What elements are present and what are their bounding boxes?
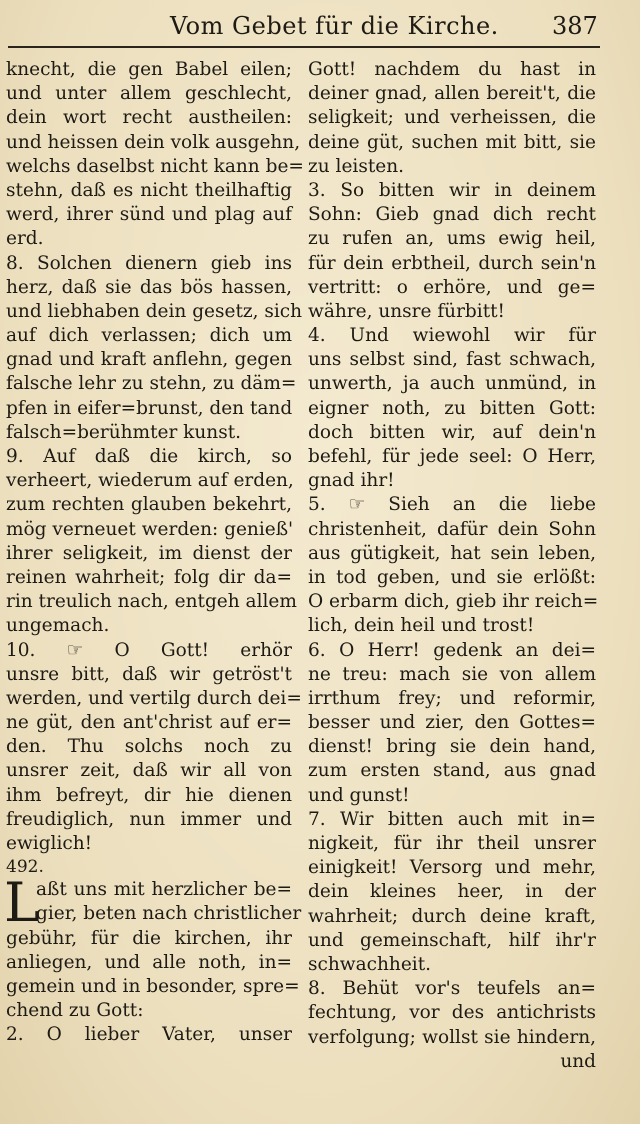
page-number: 387 <box>552 12 598 40</box>
text-line: chend zu Gott: <box>6 1000 144 1022</box>
text-line: und gunst! <box>308 784 410 806</box>
catchword: und <box>560 1050 596 1072</box>
text-line: und liebhaben dein gesetz, sich <box>6 300 303 322</box>
text-line: werden, und vertilg durch dei= <box>6 687 302 709</box>
text-line: in tod geben, und sie erlößt: <box>308 566 596 588</box>
text-line: nigkeit, für ihr theil unsrer <box>308 833 596 854</box>
text-line: den. Thu solchs noch zu <box>6 736 292 758</box>
verse-start-line: 5. ☞ Sieh an die liebe <box>308 494 596 516</box>
text-line: währe, unsre fürbitt! <box>308 300 505 322</box>
text-line: seligkeit; und verheissen, die <box>308 107 596 129</box>
verse-start-line: 6. O Herr! gedenk an dei= <box>308 639 596 661</box>
text-line: doch bitten wir, auf dein'n <box>308 421 596 443</box>
text-line: Sohn: Gieb gnad dich recht <box>308 204 596 226</box>
text-line: verfolgung; wollst sie hindern, <box>308 1026 596 1048</box>
verse-start-line: 3. So bitten wir in deinem <box>308 179 596 201</box>
text-line: für dein erbtheil, durch sein'n <box>308 252 596 274</box>
text-line: werd, ihrer sünd und plag auf <box>6 204 292 226</box>
page-header <box>0 0 640 48</box>
text-line: eigner noth, zu bitten Gott: <box>308 397 596 419</box>
text-line: herz, daß sie das bös hassen, <box>6 276 292 298</box>
verse-start-line: 10. ☞ O Gott! erhör <box>6 639 292 661</box>
left-column <box>4 58 304 1048</box>
text-line: dienst! bring sie dein hand, <box>308 736 596 758</box>
text-line: wahrheit; durch deine kraft, <box>308 905 596 927</box>
running-title: Vom Gebet für die Kirche. <box>170 12 499 40</box>
text-line: reinen wahrheit; folg dir da= <box>6 566 292 588</box>
verse-start-line: 8. Solchen dienern gieb ins <box>6 252 292 274</box>
text-line: und unter allem geschlecht, <box>6 83 292 105</box>
verse-start-line: 4. Und wiewohl wir für <box>308 325 596 347</box>
text-line: O erbarm dich, gieb ihr reich= <box>308 591 599 613</box>
verse-start-line: 9. Auf daß die kirch, so <box>6 446 292 467</box>
text-line: knecht, die gen Babel eilen; <box>6 59 292 80</box>
header-rule <box>8 46 600 48</box>
text-line: falsche lehr zu stehn, zu däm= <box>6 373 297 395</box>
hymn-number: 492. <box>6 857 44 878</box>
text-line: ne güt, den ant'christ auf er= <box>6 712 292 734</box>
text-line: zu rufen an, ums ewig heil, <box>308 228 596 250</box>
text-line: anliegen, und alle noth, in= <box>6 951 292 973</box>
text-line: ne treu: mach sie von allem <box>308 663 596 685</box>
text-line: besser und zier, den Gottes= <box>308 712 596 734</box>
text-line: stehn, daß es nicht theilhaftig <box>6 179 292 201</box>
text-line: und heissen dein volk ausgehn, <box>6 131 301 153</box>
text-line: befehl, für jede seel: O Herr, <box>308 446 596 467</box>
text-line: zum ersten stand, aus gnad <box>308 760 596 782</box>
text-line: pfen in eifer=brunst, den tand <box>6 397 293 419</box>
text-line: ungemach. <box>6 615 110 637</box>
text-line: zu leisten. <box>308 155 404 177</box>
text-line: unwerth, ja auch unmünd, in <box>308 373 596 395</box>
verse-start-line: 2. O lieber Vater, unser <box>6 1024 292 1046</box>
text-line: irrthum frey; und reformir, <box>308 687 596 709</box>
text-line: verheert, wiederum auf erden, <box>6 470 294 492</box>
text-line: dein wort recht austheilen: <box>6 107 292 129</box>
text-line: gnad und kraft anflehn, gegen <box>6 349 292 371</box>
text-line: auf dich verlassen; dich um <box>6 325 292 347</box>
text-line: welchs daselbst nicht kann be= <box>6 155 304 177</box>
text-line: deiner gnad, allen bereit't, die <box>308 83 596 105</box>
text-line: ewiglich! <box>6 833 93 854</box>
drop-cap: L <box>4 871 40 935</box>
hymn-line-text: aßt uns mit herzlicher be= <box>36 879 292 901</box>
text-line: rin treulich nach, entgeh allem <box>6 591 297 613</box>
text-line: gier, beten nach christlicher <box>36 903 302 925</box>
text-line: gemein und in besonder, spre= <box>6 975 300 997</box>
text-line: christenheit, dafür dein Sohn <box>308 518 596 540</box>
text-line: und gemeinschaft, hilf ihr'r <box>308 929 596 951</box>
text-line: mög verneuet werden: genieß' <box>6 518 294 540</box>
text-line: gebühr, für die kirchen, ihr <box>6 927 292 949</box>
text-line: aus gütigkeit, hat sein leben, <box>308 542 596 564</box>
text-line: freudiglich, nun immer und <box>6 808 292 830</box>
text-line: uns selbst sind, fast schwach, <box>308 349 596 371</box>
text-line: deine güt, suchen mit bitt, sie <box>308 131 596 153</box>
text-line: fechtung, vor des antichrists <box>308 1002 596 1024</box>
text-line: Gott! nachdem du hast in <box>308 59 596 80</box>
right-column <box>308 58 599 1074</box>
text-line: zum rechten glauben bekehrt, <box>6 494 292 516</box>
text-line: falsch=berühmter kunst. <box>6 421 242 443</box>
verse-start-line: 8. Behüt vor's teufels an= <box>308 978 596 1000</box>
text-line: unsrer zeit, daß wir all von <box>6 760 292 782</box>
text-line: unsre bitt, daß wir getröst't <box>6 663 292 685</box>
text-line: ihm befreyt, dir hie dienen <box>6 784 292 806</box>
text-line: schwachheit. <box>308 953 432 975</box>
text-line: dein kleines heer, in der <box>308 881 596 903</box>
text-line: ihrer seligkeit, im dienst der <box>6 542 292 564</box>
text-line: einigkeit! Versorg und mehr, <box>308 857 596 879</box>
text-line: vertritt: o erhöre, und ge= <box>308 276 596 298</box>
verse-start-line: 7. Wir bitten auch mit in= <box>308 808 596 830</box>
text-line: erd. <box>6 228 44 250</box>
text-line: lich, dein heil und trost! <box>308 615 535 637</box>
text-line: gnad ihr! <box>308 470 395 492</box>
